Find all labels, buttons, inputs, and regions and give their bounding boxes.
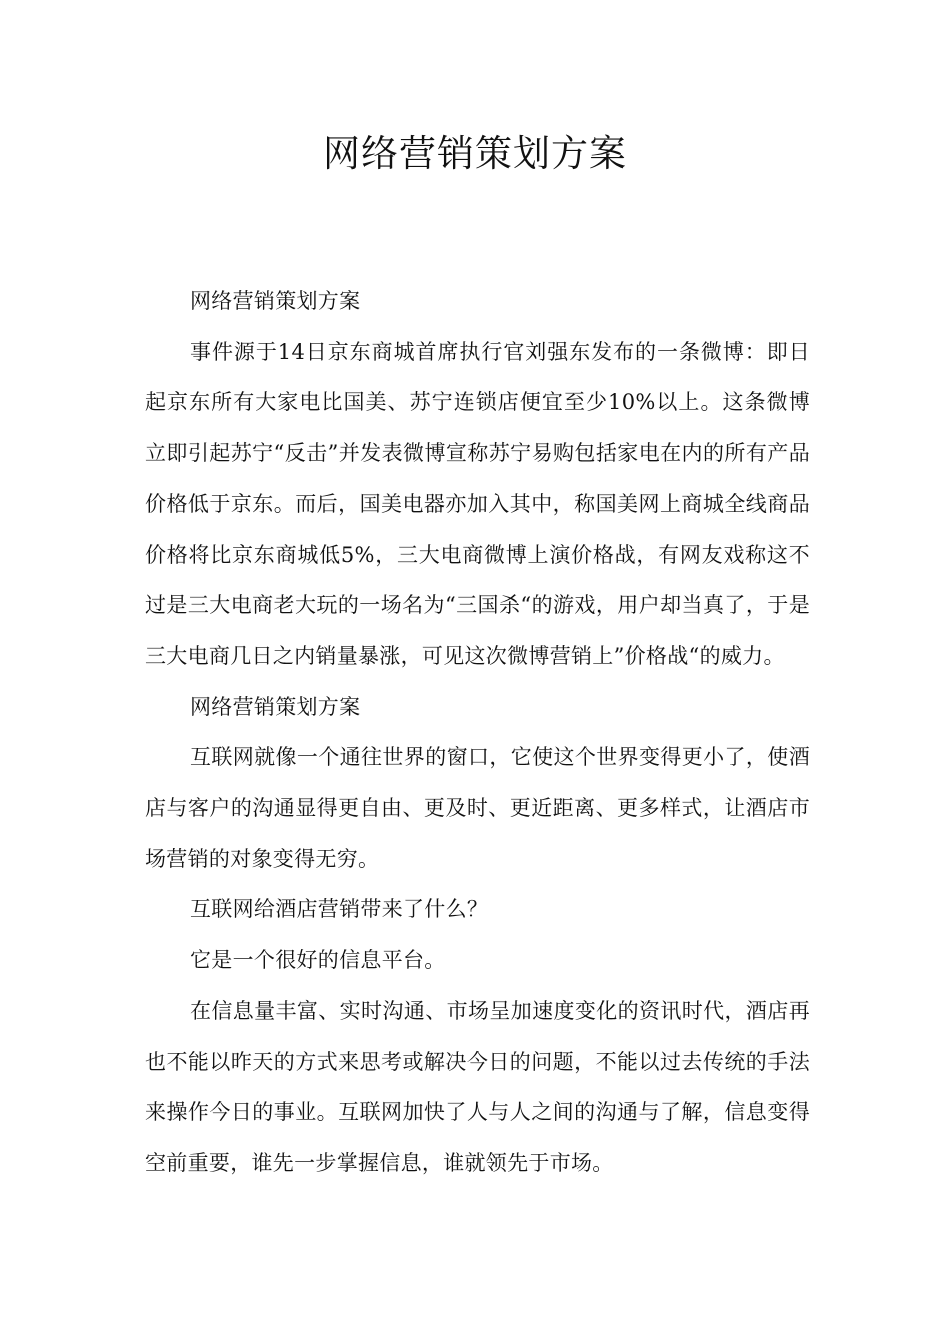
paragraph-question: 互联网给酒店营销带来了什么？ [190, 897, 489, 922]
paragraph-subtitle-2: 网络营销策划方案 [190, 694, 361, 719]
paragraph-weibo-price-war: 事件源于14日京东商城首席执行官刘强东发布的一条微博：即日起京东所有大家电比国美、苏宁连锁店便宜至少10%以上。这条微博立即引起苏宁“反击”并发表微博宣称苏宁易购包括家电在内的所有产品价格低于京东。而后，国美电器亦加入其中，称国美网上商城全线商品价格将比京东商城低5%，三大电商微博上演价格战，有网友戏称这不过是三大电商老大玩的一场名为“三国杀“的游戏，用户却当真了，于是三大电商几日之内销量暴涨，可见这次微博营销上”价格战“的威力。 [145, 339, 810, 668]
paragraph-subtitle-1: 网络营销策划方案 [190, 289, 361, 313]
document-body [145, 276, 810, 1189]
paragraph-internet-window: 互联网就像一个通往世界的窗口，它使这个世界变得更小了，使酒店与客户的沟通显得更自由、更及时、更近距离、更多样式，让酒店市场营销的对象变得无穷。 [145, 745, 810, 871]
page-title: 网络营销策划方案 [323, 132, 627, 175]
paragraph-info-platform: 它是一个很好的信息平台。 [190, 948, 446, 973]
paragraph-information-age: 在信息量丰富、实时沟通、市场呈加速度变化的资讯时代，酒店再也不能以昨天的方式来思考或解决今日的问题，不能以过去传统的手法来操作今日的事业。互联网加快了人与人之间的沟通与了解，信息变得空前重要，谁先一步掌握信息，谁就领先于市场。 [145, 998, 810, 1175]
